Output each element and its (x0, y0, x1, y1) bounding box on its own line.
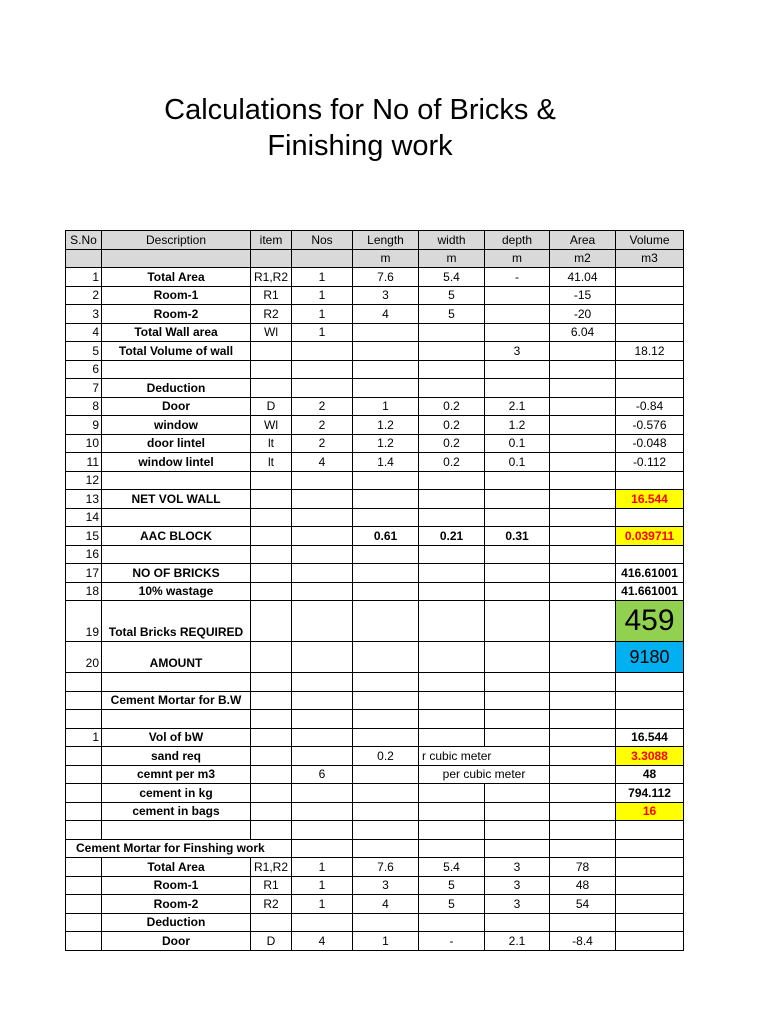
table-row: 1 Vol of bW 16.544 (66, 728, 684, 747)
units-row (66, 249, 684, 268)
table-row: 19 Total Bricks REQUIRED 459 (66, 601, 684, 642)
table-row: 4 Total Wall area Wl 1 6.04 (66, 323, 684, 342)
table-row: Room-2 R2 1 4 5 3 54 (66, 895, 684, 914)
table-row: 1 Total Area R1,R2 1 7.6 5.4 - 41.04 (66, 268, 684, 287)
table-row: 3 Room-2 R2 1 4 5 -20 (66, 305, 684, 324)
table-row: 18 10% wastage 41.661001 (66, 582, 684, 601)
page-title (0, 92, 720, 164)
total-bricks-value: 459 (616, 601, 684, 642)
cement-bags-value: 16 (616, 802, 684, 821)
table-row: 9 window Wl 2 1.2 0.2 1.2 -0.576 (66, 416, 684, 435)
unit-area: m2 (550, 249, 616, 268)
header-nos: Nos (292, 231, 353, 250)
table-row: cement in kg 794.112 (66, 784, 684, 803)
table-row: 14 (66, 508, 684, 527)
table-row (66, 673, 684, 692)
table-row: 8 Door D 2 1 0.2 2.1 -0.84 (66, 397, 684, 416)
aac-block-value: 0.039711 (616, 527, 684, 546)
table-row: 15 AAC BLOCK 0.61 0.21 0.31 0.039711 (66, 527, 684, 546)
table-row: 13 NET VOL WALL 16.544 (66, 490, 684, 509)
table-row: sand req 0.2 r cubic meter 3.3088 (66, 747, 684, 766)
table-row (66, 821, 684, 840)
table-row: 2 Room-1 R1 1 3 5 -15 (66, 286, 684, 305)
section-heading-row (66, 691, 684, 710)
table-row: Total Area R1,R2 1 7.6 5.4 3 78 (66, 858, 684, 877)
table-row: 5 Total Volume of wall 3 18.12 (66, 342, 684, 361)
table-row: 10 door lintel lt 2 1.2 0.2 0.1 -0.048 (66, 434, 684, 453)
net-vol-wall-value: 16.544 (616, 490, 684, 509)
table-row: cemnt per m3 6 per cubic meter 48 (66, 765, 684, 784)
header-sno: S.No (66, 231, 102, 250)
header-volume: Volume (616, 231, 684, 250)
section-heading-row (66, 839, 684, 858)
sand-req-value: 3.3088 (616, 747, 684, 766)
unit-length: m (353, 249, 419, 268)
table-row: cement in bags 16 (66, 802, 684, 821)
header-length: Length (353, 231, 419, 250)
mortar-finishing-heading: Cement Mortar for Finshing work (66, 839, 292, 858)
table-row: 6 (66, 360, 684, 379)
header-area: Area (550, 231, 616, 250)
table-row: 7 Deduction (66, 379, 684, 398)
table-row: 17 NO OF BRICKS 416.61001 (66, 564, 684, 583)
unit-width: m (419, 249, 485, 268)
unit-depth: m (485, 249, 550, 268)
table-row: 20 AMOUNT 9180 (66, 642, 684, 673)
header-description: Description (102, 231, 251, 250)
amount-value: 9180 (616, 642, 684, 673)
table-row: 12 (66, 471, 684, 490)
header-row (66, 231, 684, 250)
header-width: width (419, 231, 485, 250)
table-row: Door D 4 1 - 2.1 -8.4 (66, 932, 684, 951)
title-line-2: Finishing work (267, 130, 453, 162)
table-row: 11 window lintel lt 4 1.4 0.2 0.1 -0.112 (66, 453, 684, 472)
mortar-bw-heading: Cement Mortar for B.W (102, 691, 251, 710)
table-row: Deduction (66, 913, 684, 932)
unit-volume: m3 (616, 249, 684, 268)
calculation-table (65, 230, 684, 951)
table-row: 16 (66, 545, 684, 564)
header-depth: depth (485, 231, 550, 250)
table-row (66, 710, 684, 729)
header-item: item (251, 231, 292, 250)
title-line-1: Calculations for No of Bricks & (164, 94, 556, 126)
table-row: Room-1 R1 1 3 5 3 48 (66, 876, 684, 895)
